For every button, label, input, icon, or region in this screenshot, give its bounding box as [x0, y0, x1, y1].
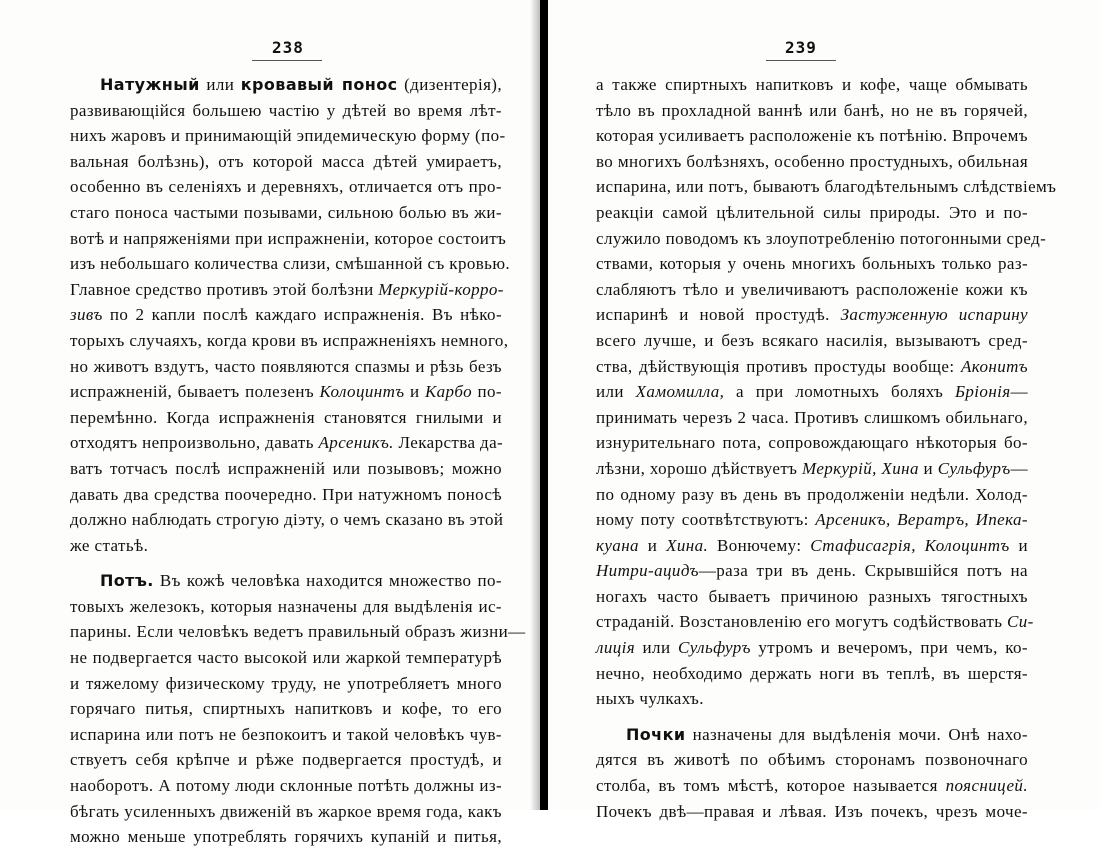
- text-run: (дизентерія),: [397, 75, 502, 94]
- text-line: [596, 722, 1028, 748]
- text-line: [596, 609, 1034, 635]
- text-run: и: [638, 535, 667, 555]
- text-line: ныхъ чулкахъ.: [596, 689, 704, 709]
- text-line: [596, 354, 1028, 380]
- text-run: столба, въ томъ мѣстѣ, которое называется: [596, 776, 946, 796]
- remedy-name: Арсеникъ, Вератръ, Ипека-: [815, 510, 1028, 530]
- text-line: парины. Если человѣкъ ведетъ правильный образъ жизни—: [70, 622, 526, 642]
- remedy-name: куана: [596, 535, 639, 555]
- text-run: назначены для выдѣленія мочи. Онѣ нахо-: [685, 724, 1028, 744]
- text-line: служило поводомъ къ злоупотребленію потогонными сред-: [596, 228, 1047, 248]
- remedy-name: Хина: [881, 458, 919, 478]
- text-line: горячаго питья, спиртныхъ напитковъ и кофе, то его: [70, 699, 502, 719]
- italic-term: Застуженную испарину: [840, 305, 1028, 325]
- text-run: Главное средство противъ этой болѣзни: [70, 279, 379, 299]
- page-number: 238: [272, 38, 304, 57]
- text-line: товыхъ железокъ, которыя назначены для выдѣленія ис-: [70, 596, 502, 616]
- text-run: лѣзни, хорошо дѣйствуетъ: [596, 458, 803, 478]
- text-line: [70, 72, 502, 98]
- remedy-name: Меркурій-корро-: [378, 279, 504, 299]
- text-run: и: [404, 382, 425, 402]
- remedy-name: Стафисагрія, Колоцинтъ: [810, 535, 1010, 555]
- remedy-name: лиція: [596, 638, 636, 658]
- text-line: [70, 568, 502, 594]
- text-run: а при ломотныхъ боляхъ: [724, 382, 955, 402]
- book-gutter: [540, 0, 548, 810]
- page-number-rule: [252, 60, 322, 61]
- text-line: [596, 507, 1028, 533]
- text-line: вальная болѣзнь), отъ которой масса дѣтей умираетъ,: [70, 151, 502, 171]
- text-line: бѣгать усиленныхъ движеній въ жаркое время года, какъ: [70, 801, 502, 821]
- text-line: [70, 430, 502, 456]
- text-line: [596, 773, 1028, 799]
- text-line: [70, 379, 502, 405]
- remedy-name: Хамомилла,: [635, 382, 725, 402]
- text-line: можно меньше употреблять горячихъ купаній и питья,: [70, 827, 502, 847]
- text-run: и: [1009, 535, 1028, 555]
- right-page: [548, 0, 1100, 821]
- remedy-name: Сульфуръ: [677, 638, 751, 658]
- text-line: же статьѣ.: [70, 535, 149, 555]
- text-line: [596, 379, 1028, 405]
- text-run: Вонючему:: [708, 535, 811, 555]
- remedy-name: Бріонія: [954, 382, 1011, 402]
- text-line: изъ небольшаго количества слизи, смѣшанной съ кровью.: [70, 254, 511, 274]
- text-run: или: [596, 382, 636, 402]
- right-page-text: [596, 72, 1057, 824]
- gutter-shadow: [530, 0, 540, 810]
- remedy-name: Колоцинтъ: [319, 382, 405, 402]
- text-line: нихъ жаровъ и принимающій эпидемическую форму (по-: [70, 126, 506, 146]
- text-line: должно наблюдать строгую діэту, о чемъ сказано въ этой: [70, 510, 504, 530]
- remedy-name: Карбо: [424, 382, 473, 402]
- text-line: [596, 456, 1028, 482]
- text-run: ному поту соотвѣтствуютъ:: [596, 510, 816, 530]
- text-run: страданій. Возстановленію его могутъ содѣйствовать: [596, 612, 1008, 632]
- bold-term: Почки: [626, 724, 686, 744]
- text-line: всего лучше, и безъ всякаго насилія, вызываютъ сред-: [596, 330, 1028, 350]
- text-line: ватъ тотчасъ послѣ испражненій или позывовъ; можно: [70, 458, 502, 478]
- remedy-name: Хина.: [666, 535, 709, 555]
- bold-term: кровавый понос: [240, 75, 398, 94]
- text-line: ствами, которыя у очень многихъ больныхъ только раз-: [596, 254, 1028, 274]
- text-line: испарина, или потъ, бываютъ благодѣтельнымъ слѣдствіемъ: [596, 177, 1057, 197]
- text-run: и: [918, 458, 938, 478]
- remedy-name: Арсеникъ.: [318, 433, 394, 453]
- text-line: слабляютъ тѣло и увеличиваютъ расположеніе кожи къ: [596, 279, 1028, 299]
- text-line: тѣло въ прохладной ваннѣ или банѣ, но не въ горячей,: [596, 100, 1028, 120]
- remedy-name: Сульфуръ: [937, 458, 1011, 478]
- text-run: Въ кожѣ человѣка находится множество по-: [153, 571, 502, 591]
- text-line: дятся въ животѣ по обѣимъ сторонамъ позвоночнаго: [596, 750, 1028, 770]
- text-line: особенно въ селеніяхъ и деревняхъ, отличается отъ про-: [70, 177, 502, 197]
- text-run: ства, дѣйствующія противъ простуды вообще:: [596, 356, 961, 376]
- left-page: [0, 0, 540, 847]
- text-run: испражненій, бываетъ полезенъ: [70, 382, 320, 402]
- text-run: или: [199, 75, 241, 94]
- text-line: по одному разу въ день въ продолженіи недѣли. Холод-: [596, 484, 1028, 504]
- text-line: а также спиртныхъ напитковъ и кофе, чаще обмывать: [596, 75, 1028, 94]
- text-line: [70, 302, 502, 328]
- text-line: изнурительнаго пота, сопровождающаго нѣкоторыя бо-: [596, 433, 1028, 453]
- text-line: нечно, необходимо держать ноги въ теплѣ, въ шерстя-: [596, 663, 1028, 683]
- remedy-name: зивъ: [70, 305, 103, 325]
- text-line: реакціи самой цѣлительной силы природы. Это и по-: [596, 202, 1028, 222]
- bold-term: Потъ.: [100, 571, 154, 591]
- remedy-name: Аконитъ: [960, 356, 1028, 376]
- text-run: или: [635, 638, 678, 658]
- remedy-name: Нитри-ацидъ: [596, 561, 699, 581]
- text-line: стаго поноса частыми позывами, сильною болью въ жи-: [70, 202, 502, 222]
- text-line: не подвергается часто высокой или жаркой температурѣ: [70, 648, 502, 668]
- text-line: во многихъ болѣзняхъ, особенно простудныхъ, обильная: [596, 151, 1029, 171]
- text-run: —: [1010, 458, 1029, 478]
- text-line: торыхъ случаяхъ, когда крови въ испражненіяхъ немного,: [70, 330, 509, 350]
- remedy-name: Меркурій,: [802, 458, 877, 478]
- text-run: отходятъ непроизвольно, давать: [70, 433, 319, 453]
- paragraph-gap: [596, 712, 1028, 722]
- text-line: ствуетъ себя крѣпче и рѣже подвергается простудѣ, и: [70, 750, 502, 770]
- text-line: [70, 277, 502, 303]
- italic-term: поясницей.: [945, 776, 1028, 796]
- text-run: —: [1010, 382, 1028, 402]
- paragraph-gap: [70, 558, 502, 568]
- page-number: 239: [785, 38, 817, 57]
- text-line: которая усиливаетъ расположеніе къ потѣнію. Впрочемъ: [596, 126, 1028, 146]
- page-number-rule: [766, 60, 836, 61]
- text-run: испаринѣ и новой простудѣ.: [596, 305, 841, 325]
- text-run: —раза три въ день. Скрывшійся потъ на: [698, 561, 1028, 581]
- text-line: принимать черезъ 2 часа. Противъ слишкомъ обильнаго,: [596, 407, 1028, 427]
- text-line: наоборотъ. А потому люди склонные потѣть должны из-: [70, 776, 502, 796]
- text-line: ногахъ часто бываетъ причиною разныхъ тягостныхъ: [596, 586, 1028, 606]
- text-line: давать два средства поочередно. При натужномъ поносѣ: [70, 484, 502, 504]
- remedy-name: Си-: [1007, 612, 1034, 632]
- text-line: [596, 302, 1028, 328]
- text-line: Почекъ двѣ—правая и лѣвая. Изъ почекъ, чрезъ моче-: [596, 801, 1028, 821]
- text-line: [596, 533, 1028, 559]
- text-run: по 2 капли послѣ каждаго испражненія. Въ нѣко-: [102, 305, 502, 325]
- text-run: утромъ и вечеромъ, при чемъ, ко-: [750, 638, 1028, 658]
- text-line: но животъ вздутъ, часто появляются спазмы и рѣзь безъ: [70, 356, 502, 376]
- text-line: развивающійся большею частію у дѣтей во время лѣт-: [70, 100, 502, 120]
- text-line: [596, 558, 1028, 584]
- text-line: вотѣ и напряженіями при испражненіи, которое состоитъ: [70, 228, 507, 248]
- bold-term: Натужный: [100, 75, 200, 94]
- left-page-text: [70, 72, 526, 850]
- text-line: и тяжелому физическому труду, не употребляетъ много: [70, 673, 502, 693]
- text-line: перемѣнно. Когда испражненія становятся гнилыми и: [70, 407, 502, 427]
- text-run: Лекарства да-: [393, 433, 504, 453]
- text-line: [596, 635, 1028, 661]
- text-line: испарина или потъ не безпокоитъ и такой человѣкъ чув-: [70, 724, 502, 744]
- text-run: по-: [472, 382, 502, 402]
